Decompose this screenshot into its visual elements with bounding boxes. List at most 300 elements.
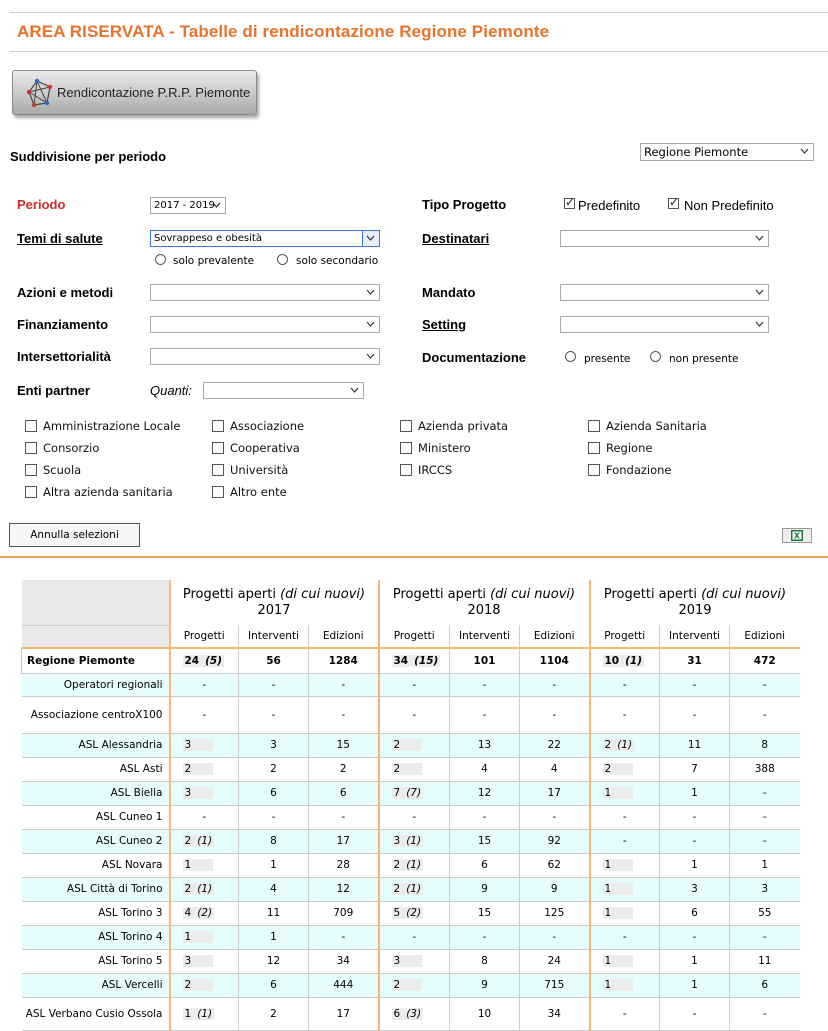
partner-label: Università [230,463,289,477]
nuovi-count: (1) [197,835,213,847]
progetti-count: 2 [604,763,612,775]
svg-text:X: X [793,531,801,541]
interventi-cell: 8 [450,949,520,973]
progetti-count: 1 [604,955,612,967]
edizioni-cell: 444 [309,973,379,997]
interventi-cell: 56 [239,648,309,673]
table-row [22,696,800,733]
row-label: Operatori regionali [22,673,170,696]
progetti-count: 24 [184,654,200,667]
progetti-value[interactable] [392,955,422,967]
chevron-down-icon [754,286,765,298]
partner-label: Amministrazione Locale [43,419,181,433]
progetti-value[interactable] [183,883,215,895]
edizioni-cell: 8 [730,733,800,757]
progetti-cell[interactable] [170,925,239,949]
progetti-value[interactable] [603,907,633,919]
edizioni-cell: 472 [730,648,800,673]
quanti-label: Quanti: [150,383,192,398]
interventi-cell: 9 [450,877,520,901]
partner-checkbox[interactable] [588,442,600,454]
interventi-cell: 15 [450,901,520,925]
periodo-select[interactable] [150,197,226,214]
progetti-cell: - [379,925,450,949]
progetti-cell[interactable] [590,733,660,757]
edizioni-cell: 24 [520,949,590,973]
interventi-cell: 3 [660,877,730,901]
progetti-value[interactable] [603,883,633,895]
progetti-value[interactable] [603,787,633,799]
predefinito-checkbox[interactable] [564,198,575,209]
edizioni-cell: 715 [520,973,590,997]
progetti-cell: - [590,829,660,853]
partner-checkbox[interactable] [212,442,224,454]
progetti-count: 3 [393,835,401,847]
partner-checkbox[interactable] [212,464,224,476]
progetti-count: 2 [604,739,612,751]
progetti-count: 1 [184,859,192,871]
progetti-value[interactable] [392,1008,424,1020]
predefinito-label: Predefinito [578,198,641,213]
orange-divider [0,556,828,558]
finanziamento-label: Finanziamento [17,317,109,332]
progetti-value[interactable] [603,979,633,991]
interventi-cell: 10 [450,997,520,1030]
interventi-cell: 1 [239,925,309,949]
row-label: ASL Alessandria [22,733,170,757]
edizioni-cell: 388 [730,757,800,781]
partner-label: Azienda privata [418,419,509,433]
edizioni-cell: 125 [520,901,590,925]
edizioni-cell: 4 [520,757,590,781]
partner-label: Cooperativa [230,441,300,455]
progetti-count: 2 [393,739,401,751]
temi-select[interactable] [150,230,380,247]
table-corner [22,625,170,648]
partner-label: Fondazione [606,463,672,477]
progetti-cell[interactable] [170,853,239,877]
row-label: ASL Biella [22,781,170,805]
nuovi-count: (5) [205,654,223,667]
table-row [22,673,800,696]
progetti-value[interactable] [183,1008,215,1020]
nuovi-count: (15) [414,654,439,667]
table-row [22,829,800,853]
group-italic: (di cui nuovi) [701,586,787,602]
chevron-down-icon [211,199,222,211]
progetti-cell[interactable] [590,949,660,973]
interventi-cell: 7 [660,757,730,781]
logo-label: Rendicontazione P.R.P. Piemonte [57,85,251,100]
presente-radio[interactable] [565,351,576,362]
nuovi-count: (1) [617,739,633,751]
edizioni-cell: - [520,673,590,696]
progetti-cell[interactable] [170,648,239,673]
progetti-cell[interactable] [379,829,450,853]
periodo-label: Periodo [17,197,66,212]
nuovi-count: (3) [406,1007,422,1020]
progetti-value[interactable] [183,787,213,799]
partner-checkbox[interactable] [400,420,412,432]
progetti-cell[interactable] [590,648,660,673]
partner-checkbox[interactable] [400,442,412,454]
table-row [22,757,800,781]
progetti-value[interactable] [603,859,633,871]
progetti-value[interactable] [603,739,635,751]
non-presente-radio[interactable] [650,351,661,362]
progetti-value[interactable] [392,979,422,991]
nuovi-count: (1) [197,1007,213,1020]
progetti-cell[interactable] [170,829,239,853]
progetti-value[interactable] [392,655,441,667]
progetti-cell[interactable] [590,757,660,781]
column-header[interactable]: Interventi [450,625,520,648]
solo-prevalente-label: solo prevalente [173,255,255,267]
interventi-cell: 6 [239,973,309,997]
row-label: ASL Città di Torino [22,877,170,901]
progetti-cell[interactable] [379,733,450,757]
progetti-count: 1 [604,859,612,871]
interventi-cell: 1 [660,949,730,973]
progetti-cell[interactable] [379,757,450,781]
setting-select[interactable] [560,316,769,333]
progetti-cell[interactable] [379,648,450,673]
row-label: ASL Cuneo 2 [22,829,170,853]
progetti-count: 1 [604,979,612,991]
group-prefix: Progetti aperti [182,586,276,602]
partner-label: Regione [606,441,653,455]
progetti-count: 3 [184,739,192,751]
interventi-cell: 3 [239,733,309,757]
row-label: Associazione centroX100 [22,696,170,733]
edizioni-cell: 6 [730,973,800,997]
row-label: ASL Vercelli [22,973,170,997]
interventi-cell: 2 [239,997,309,1030]
edizioni-cell: 3 [730,877,800,901]
nuovi-count: (1) [197,883,213,895]
column-header[interactable]: Progetti [590,625,660,648]
edizioni-cell: 11 [730,949,800,973]
year-group-header [170,580,379,625]
edizioni-cell: 6 [309,781,379,805]
edizioni-cell: - [730,673,800,696]
column-header[interactable]: Interventi [239,625,309,648]
nuovi-count: (2) [197,907,213,919]
azioni-select[interactable] [150,284,380,301]
progetti-count: 5 [393,907,401,919]
progetti-count: 4 [184,907,192,919]
table-row [22,805,800,829]
progetti-cell[interactable] [590,877,660,901]
interventi-cell: 101 [450,648,520,673]
annulla-selezioni-button[interactable]: Annulla selezioni [9,523,140,547]
progetti-count: 34 [393,654,409,667]
progetti-cell[interactable] [590,901,660,925]
interventi-cell: - [239,696,309,733]
partner-label: Ministero [418,441,471,455]
edizioni-cell: - [730,696,800,733]
chevron-down-icon [754,232,765,244]
partner-label: IRCCS [418,463,453,477]
column-header[interactable]: Progetti [379,625,450,648]
progetti-count: 2 [393,979,401,991]
progetti-cell[interactable] [170,901,239,925]
interventi-cell: 12 [239,949,309,973]
progetti-value[interactable] [183,979,213,991]
temi-label[interactable]: Temi di salute [17,231,103,246]
progetti-cell[interactable] [170,757,239,781]
row-label: ASL Torino 3 [22,901,170,925]
table-row [22,781,800,805]
progetti-cell[interactable] [170,997,239,1030]
interventi-cell: 9 [450,973,520,997]
edizioni-cell: 9 [520,877,590,901]
total-row [22,648,800,673]
progetti-count: 2 [393,883,401,895]
progetti-cell: - [590,997,660,1030]
progetti-cell: - [379,805,450,829]
partner-checkbox[interactable] [212,486,224,498]
network-logo-icon [25,78,53,108]
column-header[interactable]: Edizioni [309,625,379,648]
progetti-cell[interactable] [170,781,239,805]
documentazione-label: Documentazione [422,350,527,365]
edizioni-cell: 1104 [520,648,590,673]
interventi-cell: 8 [239,829,309,853]
chevron-down-icon [349,384,360,396]
progetti-cell: - [379,696,450,733]
progetti-count: 3 [184,955,192,967]
progetti-count: 2 [393,763,401,775]
top-divider [10,12,828,13]
progetti-value[interactable] [183,859,213,871]
progetti-value[interactable] [392,763,422,775]
partner-checkbox[interactable] [25,464,37,476]
table-row [22,853,800,877]
setting-label[interactable]: Setting [422,317,467,332]
finanziamento-select[interactable] [150,316,380,333]
destinatari-select[interactable] [560,230,769,247]
edizioni-cell: 17 [309,997,379,1030]
excel-export-button[interactable] [782,528,812,543]
progetti-value[interactable] [183,763,213,775]
group-prefix: Progetti aperti [392,586,486,602]
nuovi-count: (1) [406,883,422,895]
edizioni-cell: 34 [309,949,379,973]
progetti-cell[interactable] [590,973,660,997]
partner-checkbox[interactable] [25,486,37,498]
partner-checkbox[interactable] [588,420,600,432]
non-predefinito-checkbox[interactable] [668,198,679,209]
progetti-value[interactable] [183,931,213,943]
edizioni-cell: - [730,829,800,853]
progetti-cell: - [590,805,660,829]
progetti-value[interactable] [603,655,645,667]
edizioni-cell: - [520,696,590,733]
progetti-cell: - [170,696,239,733]
partner-label: Scuola [43,463,82,477]
interventi-cell: - [450,673,520,696]
edizioni-cell: - [309,673,379,696]
year-group-header [379,580,590,625]
progetti-count: 2 [184,835,192,847]
progetti-count: 1 [184,931,192,943]
group-italic: (di cui nuovi) [490,586,576,602]
interventi-cell: 12 [450,781,520,805]
solo-prevalente-radio[interactable] [155,254,166,265]
interventi-cell: - [450,805,520,829]
progetti-value[interactable] [392,883,424,895]
progetti-cell: - [170,805,239,829]
tipo-progetto-label: Tipo Progetto [422,197,507,212]
progetti-cell[interactable] [379,781,450,805]
year-label: 2019 [678,602,712,618]
table-row [22,901,800,925]
edizioni-cell: 28 [309,853,379,877]
row-label: ASL Asti [22,757,170,781]
section-label: Suddivisione per periodo [10,149,167,164]
progetti-count: 10 [604,654,620,667]
progetti-cell[interactable] [379,853,450,877]
progetti-value[interactable] [183,835,215,847]
progetti-value[interactable] [392,835,424,847]
progetti-cell[interactable] [170,949,239,973]
rendicontazione-logo-button[interactable] [12,70,257,115]
rendicontazione-table [21,580,800,1031]
progetti-cell: - [590,673,660,696]
column-header[interactable]: Interventi [660,625,730,648]
progetti-count: 1 [184,1007,192,1020]
solo-secondario-radio[interactable] [277,254,288,265]
nuovi-count: (1) [406,835,422,847]
progetti-value[interactable] [183,655,225,667]
interventi-cell: - [450,696,520,733]
edizioni-cell: 2 [309,757,379,781]
title-divider [10,51,828,52]
progetti-cell: - [590,925,660,949]
interventi-cell: 4 [450,757,520,781]
progetti-cell[interactable] [379,901,450,925]
table-row [22,973,800,997]
progetti-count: 3 [393,955,401,967]
interventi-cell: - [239,673,309,696]
progetti-cell: - [170,673,239,696]
table-row [22,949,800,973]
partner-checkbox[interactable] [25,442,37,454]
interventi-cell: 13 [450,733,520,757]
progetti-cell[interactable] [170,973,239,997]
progetti-cell: - [590,696,660,733]
partner-label: Associazione [230,419,305,433]
edizioni-cell: 12 [309,877,379,901]
temi-dropdown-button[interactable] [362,231,379,246]
progetti-cell[interactable] [379,949,450,973]
chevron-down-icon [754,318,765,330]
quanti-select[interactable] [203,382,364,399]
edizioni-cell: - [520,925,590,949]
mandato-label: Mandato [422,285,476,300]
progetti-cell[interactable] [590,781,660,805]
progetti-count: 1 [604,883,612,895]
edizioni-cell: 15 [309,733,379,757]
interventi-cell: 31 [660,648,730,673]
progetti-cell[interactable] [379,973,450,997]
column-header[interactable]: Edizioni [520,625,590,648]
nuovi-count: (7) [406,787,422,799]
progetti-value[interactable] [183,955,213,967]
nuovi-count: (1) [625,654,643,667]
intersettorialita-label: Intersettorialità [17,349,111,364]
progetti-count: 2 [184,763,192,775]
interventi-cell: - [660,805,730,829]
interventi-cell: 1 [660,853,730,877]
chevron-down-icon [799,145,810,157]
column-header[interactable]: Progetti [170,625,239,648]
interventi-cell: - [660,925,730,949]
partner-checkbox[interactable] [25,420,37,432]
interventi-cell: 1 [660,781,730,805]
table-row [22,733,800,757]
group-italic: (di cui nuovi) [280,586,366,602]
progetti-value[interactable] [392,859,424,871]
progetti-value[interactable] [183,907,215,919]
row-label: ASL Verbano Cusio Ossola [22,997,170,1030]
progetti-count: 1 [604,787,612,799]
interventi-cell: - [239,805,309,829]
non-predefinito-label: Non Predefinito [684,198,774,213]
progetti-count: 1 [604,907,612,919]
column-header[interactable]: Edizioni [730,625,800,648]
nuovi-count: (2) [406,907,422,919]
mandato-select[interactable] [560,284,769,301]
interventi-cell: 6 [660,901,730,925]
progetti-count: 2 [184,979,192,991]
enti-partner-label: Enti partner [17,383,90,398]
progetti-cell[interactable] [379,997,450,1030]
progetti-cell[interactable] [590,853,660,877]
year-label: 2018 [467,602,501,618]
excel-icon [791,530,803,541]
progetti-value[interactable] [183,739,213,751]
partner-checkbox[interactable] [400,464,412,476]
row-label: ASL Torino 4 [22,925,170,949]
destinatari-label[interactable]: Destinatari [422,231,490,246]
progetti-value[interactable] [603,763,633,775]
progetti-cell[interactable] [170,877,239,901]
partner-label: Azienda Sanitaria [606,419,707,433]
edizioni-cell: - [309,696,379,733]
progetti-value[interactable] [392,907,424,919]
edizioni-cell: - [309,805,379,829]
progetti-cell[interactable] [379,877,450,901]
edizioni-cell: - [730,997,800,1030]
progetti-value[interactable] [392,739,422,751]
edizioni-cell: 55 [730,901,800,925]
interventi-cell: - [660,829,730,853]
progetti-cell[interactable] [170,733,239,757]
region-select-value: Regione Piemonte [644,145,749,159]
edizioni-cell: 62 [520,853,590,877]
partner-label: Consorzio [43,441,100,455]
region-select[interactable] [640,143,814,161]
intersettorialita-select[interactable] [150,348,380,365]
edizioni-cell: - [520,805,590,829]
progetti-value[interactable] [603,955,633,967]
partner-label: Altro ente [230,485,287,499]
progetti-value[interactable] [392,787,424,799]
partner-checkbox[interactable] [212,420,224,432]
partner-checkbox[interactable] [588,464,600,476]
